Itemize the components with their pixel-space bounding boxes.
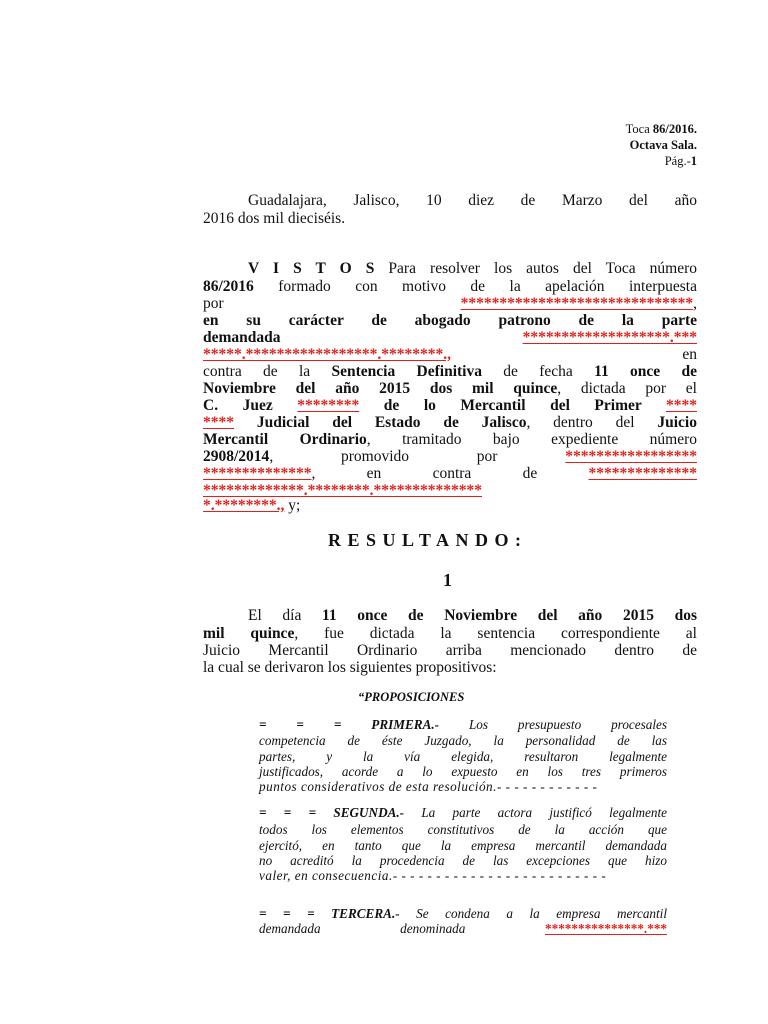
vistos-line-15	[203, 497, 697, 515]
vistos-line-7	[203, 363, 697, 381]
opening-line-1: Guadalajara, Jalisco, 10 diez de Marzo del año	[248, 192, 697, 209]
toca-label: Toca	[625, 122, 653, 136]
vistos-text: , en contra de	[311, 465, 589, 482]
segunda-text: La parte actora justificó legalmente	[404, 805, 667, 820]
vistos-line-8	[203, 380, 697, 398]
vistos-bold-text: Noviembre del año 2015 dos mil quince	[203, 380, 558, 397]
primera-line-2: competencia de éste Juzgado, la personalidad de las	[259, 733, 667, 748]
vistos-bold-text: 2908/2014	[203, 448, 270, 465]
segunda-line-4: no acreditó la procedencia de las excepciones que hizo	[259, 853, 667, 868]
vistos-bold-text: Mercantil Ordinario	[203, 431, 367, 448]
resultando-line-3: Juicio Mercantil Ordinario arriba mencionado dentro de	[203, 642, 697, 659]
primera-line-1	[259, 717, 667, 733]
primera-label: = = = PRIMERA.-	[259, 717, 440, 732]
redaction-mark: ******************************	[460, 295, 694, 312]
vistos-line-1	[203, 260, 697, 278]
vistos-text: de fecha	[481, 363, 595, 380]
vistos-line-2	[203, 278, 697, 296]
redaction-mark: ********	[297, 397, 360, 414]
proposiciones-title: “PROPOSICIONES	[358, 690, 465, 704]
vistos-bold-text: Judicial del Estado de Jalisco	[234, 414, 527, 431]
vistos-text: , promovido por	[269, 448, 566, 465]
vistos-bold-text: demandada	[203, 329, 523, 346]
tercera-line-2	[259, 921, 667, 937]
toca-number: 86/2016.	[652, 122, 697, 136]
vistos-bold-text: C. Juez	[203, 397, 298, 414]
resultando-text: , fue dictada la sentencia correspondiente al	[294, 625, 697, 642]
vistos-line-9	[203, 397, 697, 415]
toca-ref: 86/2016	[203, 278, 254, 295]
redaction-mark: **************	[588, 465, 697, 482]
redaction-mark: *******************.***	[522, 329, 697, 346]
primera-text: Los presupuesto procesales	[439, 717, 667, 732]
vistos-text: , tramitado bajo expediente número	[366, 431, 698, 448]
tercera-text: demandada denominada	[259, 921, 546, 936]
vistos-bold-text: de lo Mercantil del Primer	[359, 397, 666, 414]
redaction-mark: *****************	[565, 448, 697, 465]
resultando-number: 1	[443, 570, 452, 590]
page-number-line	[626, 153, 697, 169]
vistos-line-10	[203, 414, 697, 432]
redaction-mark: ***************.***	[545, 921, 667, 936]
tercera-label: = = = TERCERA.-	[259, 906, 400, 921]
page-header	[626, 121, 697, 169]
redaction-mark: *****.*****************.********.,	[203, 346, 451, 363]
vistos-text: y;	[284, 497, 301, 514]
vistos-line-5	[203, 329, 697, 347]
segunda-label: = = = SEGUNDA.-	[259, 805, 405, 820]
vistos-bold-text: Sentencia Definitiva	[331, 363, 482, 380]
vistos-bold-text: en su carácter de abogado patrono de la parte	[203, 312, 697, 329]
vistos-line-12	[203, 448, 697, 466]
resultando-heading: RESULTANDO:	[328, 530, 528, 550]
vistos-line-13	[203, 465, 697, 483]
primera-line-4: justificados, acorde a lo expuesto en los tres primeros	[259, 764, 667, 779]
tercera-text: Se condena a la empresa mercantil	[399, 906, 667, 921]
resultando-bold-text: mil quince	[203, 625, 295, 642]
vistos-title: V I S T O S	[248, 260, 375, 277]
segunda-line-3: ejercitó, en tanto que la empresa mercantil demandada	[259, 838, 667, 853]
segunda-line-2: todos los elementos constitutivos de la acción que	[259, 822, 667, 837]
page-number: 1	[690, 154, 697, 168]
resultando-line-1	[203, 607, 697, 625]
vistos-text: , dictada por el	[557, 380, 697, 397]
tercera-line-1	[259, 906, 667, 922]
redaction-mark: **************	[203, 465, 312, 482]
redaction-mark: ****	[203, 414, 234, 431]
vistos-text: ,	[693, 295, 697, 312]
resultando-bold-text: 11 once de Noviembre del año 2015 dos	[322, 607, 697, 624]
opening-line-2: 2016 dos mil dieciséis.	[203, 210, 346, 227]
vistos-line-6	[203, 346, 697, 364]
redaction-mark: ****	[666, 397, 697, 414]
vistos-line-11	[203, 431, 697, 449]
segunda-line-1	[259, 805, 667, 821]
page-label: Pág.-	[664, 154, 691, 168]
vistos-text: , dentro del	[526, 414, 658, 431]
sala-name: Octava Sala.	[629, 138, 697, 152]
vistos-line-4	[203, 312, 697, 330]
vistos-text: por	[203, 295, 461, 312]
vistos-line-3	[203, 295, 697, 313]
vistos-text: Para resolver los autos del Toca número	[374, 260, 697, 277]
primera-line-3: partes, y la vía elegida, resultaron legalmente	[259, 749, 667, 764]
segunda-line-5: valer, en consecuencia.- - - - - - - - - - - - - - - - - - - - - - - - -	[259, 868, 607, 883]
vistos-text: formado con motivo de la apelación interpuesta	[253, 278, 697, 295]
vistos-text: contra de la	[203, 363, 332, 380]
vistos-text: en	[451, 346, 697, 363]
sala-line	[626, 137, 697, 153]
resultando-line-2	[203, 625, 697, 643]
vistos-bold-text: 11 once de	[594, 363, 697, 380]
resultando-text: El día	[248, 607, 322, 624]
primera-line-5: puntos considerativos de esta resolución.- - - - - - - - - - - -	[259, 779, 598, 794]
redaction-mark: *.********.,	[203, 497, 285, 514]
vistos-bold-text: Juicio	[657, 414, 697, 431]
redaction-mark: *************.********.**************	[203, 482, 482, 499]
toca-line	[626, 121, 697, 137]
resultando-line-4: la cual se derivaron los siguientes propositivos:	[203, 659, 497, 676]
